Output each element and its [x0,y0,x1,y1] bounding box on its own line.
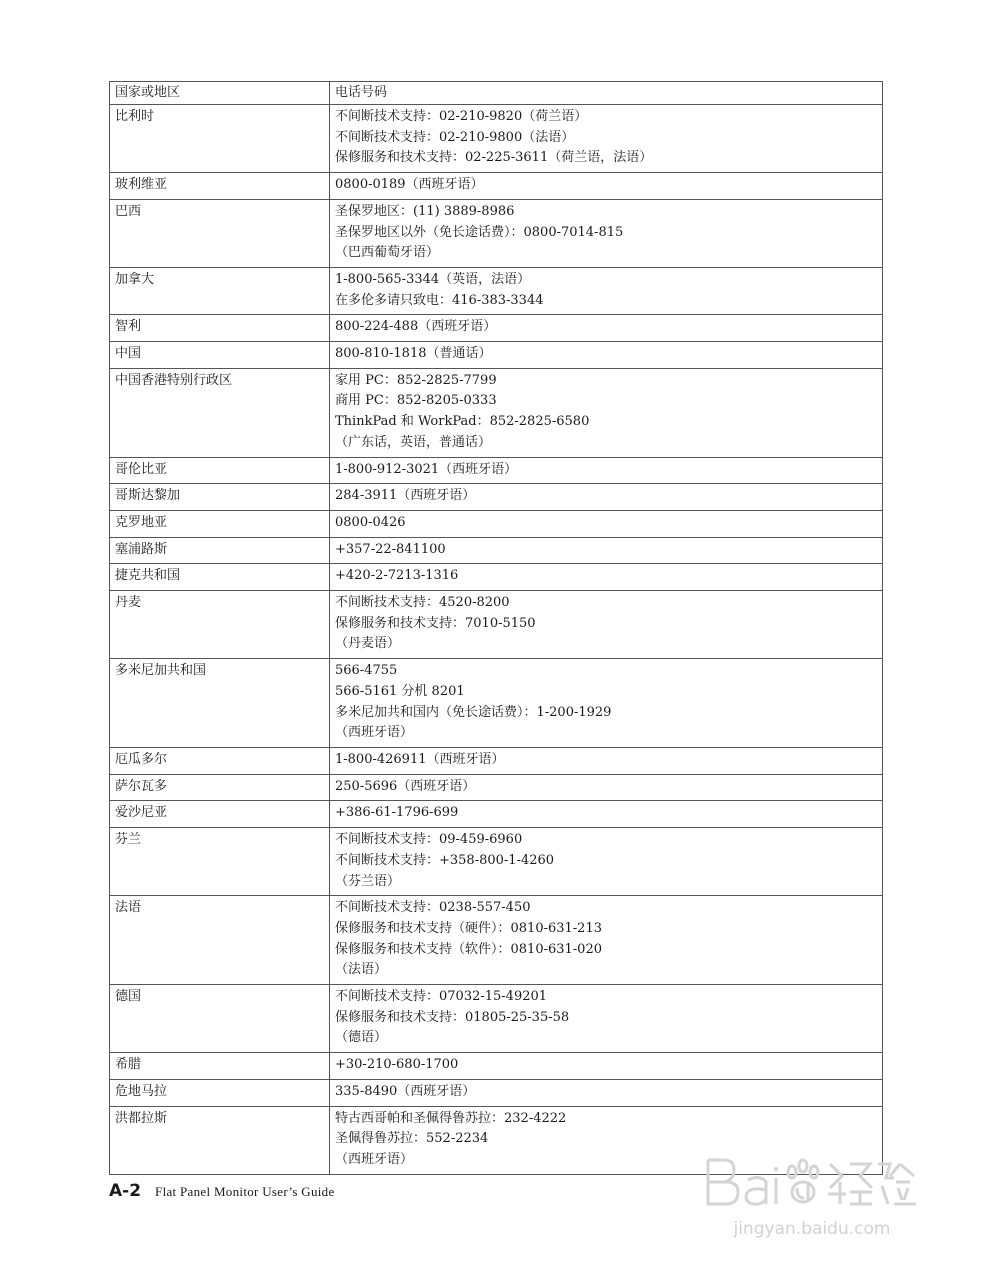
phone-line: 保修服务和技术支持（硬件）：0810-631-213 [335,920,602,936]
country-cell: 爱沙尼亚 [110,801,330,828]
phone-cell [330,1079,883,1106]
contact-table [109,81,883,1175]
table-row [110,267,883,314]
phone-line: 保修服务和技术支持：01805-25-35-58 [335,1009,570,1025]
phone-cell [330,484,883,511]
table-row [110,537,883,564]
country-cell: 危地马拉 [110,1079,330,1106]
phone-cell [330,1106,883,1174]
table-row [110,457,883,484]
table-row [110,896,883,985]
country-cell: 比利时 [110,105,330,173]
table-row [110,1079,883,1106]
phone-cell [330,342,883,369]
phone-line: 不间断技术支持：02-210-9820（荷兰语） [335,109,588,124]
watermark-url: jingyan.baidu.com [733,1219,891,1239]
country-cell: 巴西 [110,199,330,267]
phone-line: 保修服务和技术支持：02-225-3611（荷兰语，法语） [335,150,653,166]
phone-cell [330,173,883,200]
phone-line: 不间断技术支持：+358-800-1-4260 [335,852,555,868]
phone-line: 不间断技术支持：4520-8200 [335,595,510,611]
table-row [110,659,883,748]
country-cell: 中国 [110,342,330,369]
country-cell: 丹麦 [110,591,330,659]
table-row [110,315,883,342]
phone-line: 不间断技术支持：0238-557-450 [335,900,531,916]
phone-line: （德语） [335,1030,388,1046]
phone-line: 在多伦多请只致电：416-383-3344 [335,292,544,308]
phone-line: 保修服务和技术支持：7010-5150 [335,615,536,631]
phone-line: 800-810-1818（普通话） [335,346,492,362]
phone-line: （西班牙语） [335,725,414,741]
phone-line: 多米尼加共和国内（免长途话费）：1-200-1929 [335,704,612,720]
phone-cell [330,199,883,267]
phone-cell [330,774,883,801]
country-cell: 智利 [110,315,330,342]
table-row [110,828,883,896]
phone-cell [330,1053,883,1080]
phone-line: 0800-0426 [335,514,406,530]
phone-cell [330,659,883,748]
country-cell: 洪都拉斯 [110,1106,330,1174]
phone-line: +386-61-1796-699 [335,805,459,821]
table-row [110,564,883,591]
phone-line: 250-5696（西班牙语） [335,778,476,794]
country-cell: 萨尔瓦多 [110,774,330,801]
phone-cell [330,368,883,457]
table-row [110,342,883,369]
phone-cell [330,564,883,591]
country-cell: 克罗地亚 [110,510,330,537]
phone-line: 1-800-912-3021（西班牙语） [335,461,518,477]
phone-line: 335-8490（西班牙语） [335,1083,476,1099]
phone-line: （西班牙语） [335,1151,414,1167]
phone-line: 284-3911（西班牙语） [335,488,476,504]
phone-cell [330,537,883,564]
country-cell: 捷克共和国 [110,564,330,591]
phone-line: 0800-0189（西班牙语） [335,177,484,193]
phone-line: 圣保罗地区以外（免长途话费）：0800-7014-815 [335,224,624,240]
table-row [110,747,883,774]
table-row [110,1053,883,1080]
country-cell: 哥斯达黎加 [110,484,330,511]
phone-line: 圣保罗地区：(11) 3889-8986 [335,203,515,219]
phone-cell [330,510,883,537]
phone-line: （广东话，英语，普通话） [335,434,492,450]
header-country: 国家或地区 [110,82,330,105]
phone-line: 保修服务和技术支持（软件）：0810-631-020 [335,941,602,957]
phone-cell [330,828,883,896]
phone-line: +30-210-680-1700 [335,1057,459,1073]
phone-cell [330,896,883,985]
phone-line: ThinkPad 和 WorkPad：852-2825-6580 [335,414,590,430]
table-row [110,1106,883,1174]
table-row [110,985,883,1053]
phone-line: 800-224-488（西班牙语） [335,319,497,335]
page-number: A-2 [109,1181,142,1201]
table-row [110,173,883,200]
table-row [110,801,883,828]
phone-line: 1-800-565-3344（英语，法语） [335,271,531,287]
phone-line: +357-22-841100 [335,541,446,557]
phone-cell [330,801,883,828]
country-cell: 德国 [110,985,330,1053]
table-row [110,368,883,457]
phone-cell [330,457,883,484]
phone-line: 不间断技术支持：09-459-6960 [335,832,523,848]
country-cell: 塞浦路斯 [110,537,330,564]
table-body [110,105,883,1175]
country-cell: 玻利维亚 [110,173,330,200]
phone-line: +420-2-7213-1316 [335,568,459,584]
page-footer [109,1181,335,1201]
phone-line: 特古西哥帕和圣佩得鲁苏拉：232-4222 [335,1110,567,1126]
phone-line: （丹麦语） [335,636,401,652]
table-row [110,774,883,801]
phone-line: （芬兰语） [335,873,401,889]
table-row [110,484,883,511]
phone-cell [330,105,883,173]
phone-line: 圣佩得鲁苏拉：552-2234 [335,1131,489,1147]
guide-title: Flat Panel Monitor User’s Guide [155,1184,335,1199]
country-cell: 多米尼加共和国 [110,659,330,748]
country-cell: 哥伦比亚 [110,457,330,484]
table-row [110,105,883,173]
table-row [110,591,883,659]
phone-cell [330,315,883,342]
phone-cell [330,985,883,1053]
phone-line: 家用 PC：852-2825-7799 [335,372,497,388]
phone-line: 不间断技术支持：02-210-9800（法语） [335,129,575,145]
table-row [110,199,883,267]
country-cell: 中国香港特别行政区 [110,368,330,457]
country-cell: 法语 [110,896,330,985]
phone-line: 1-800-426911（西班牙语） [335,751,505,767]
phone-line: （法语） [335,962,388,978]
table-header-row [110,82,883,105]
country-cell: 加拿大 [110,267,330,314]
phone-line: 566-4755 [335,663,398,679]
phone-line: 566-5161 分机 8201 [335,683,465,699]
phone-line: 不间断技术支持：07032-15-49201 [335,989,548,1005]
header-phone: 电话号码 [330,82,883,105]
phone-cell [330,267,883,314]
country-cell: 厄瓜多尔 [110,747,330,774]
phone-line: （巴西葡萄牙语） [335,245,440,261]
phone-cell [330,591,883,659]
phone-cell [330,747,883,774]
country-cell: 希腊 [110,1053,330,1080]
table-row [110,510,883,537]
country-cell: 芬兰 [110,828,330,896]
phone-line: 商用 PC：852-8205-0333 [335,393,497,409]
